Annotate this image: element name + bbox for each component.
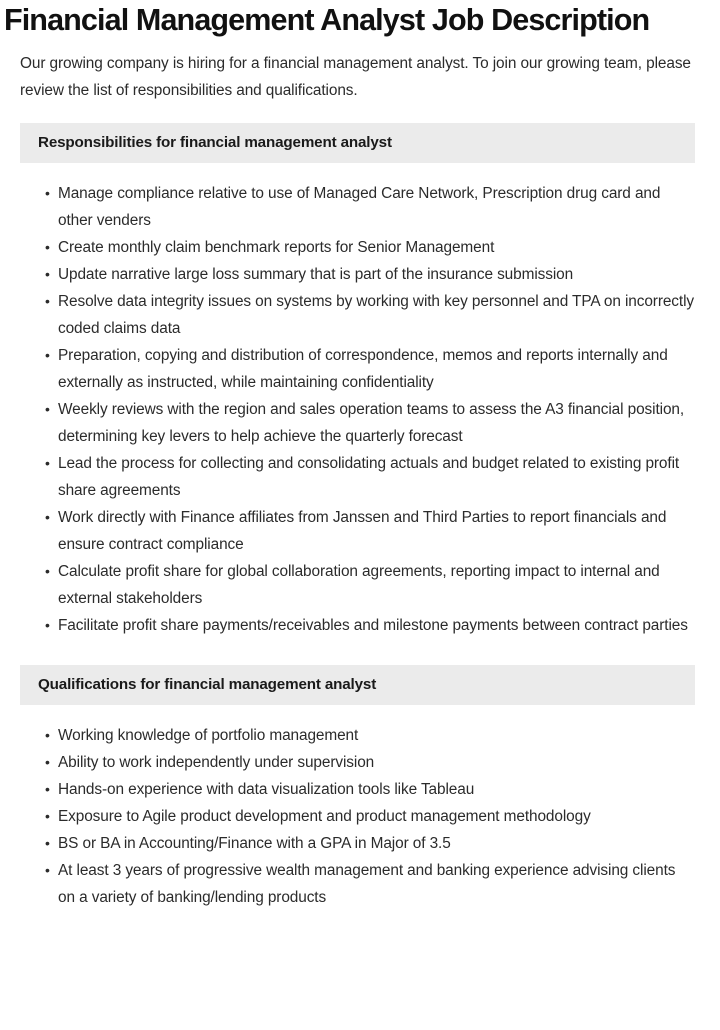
list-item: • Work directly with Finance affiliates from Janssen and Third Parties to report financials and ensure contract compliance xyxy=(45,504,696,558)
list-item: • Working knowledge of portfolio management xyxy=(45,722,696,749)
list-item: • Calculate profit share for global collaboration agreements, reporting impact to internal and external stakeholders xyxy=(45,558,696,612)
list-item: • Resolve data integrity issues on systems by working with key personnel and TPA on incorrectly coded claims data xyxy=(45,288,696,342)
list-item: • At least 3 years of progressive wealth management and banking experience advising clients on a variety of banking/lending products xyxy=(45,857,696,911)
section-title-qualifications: Qualifications for financial management analyst xyxy=(38,676,377,693)
section-header-responsibilities xyxy=(20,123,695,163)
list-item: • Facilitate profit share payments/receivables and milestone payments between contract parties xyxy=(45,612,696,639)
list-item: • Manage compliance relative to use of Managed Care Network, Prescription drug card and other venders xyxy=(45,180,696,234)
section-header-qualifications xyxy=(20,665,695,705)
list-item: • Update narrative large loss summary that is part of the insurance submission xyxy=(45,261,696,288)
list-item: • Weekly reviews with the region and sales operation teams to assess the A3 financial position, determining key levers to help achieve the quarterly forecast xyxy=(45,396,696,450)
page-title: Financial Management Analyst Job Description xyxy=(3,2,650,37)
section-title-responsibilities: Responsibilities for financial management analyst xyxy=(38,134,392,151)
qualifications-list xyxy=(0,705,720,911)
list-item: • Hands-on experience with data visualization tools like Tableau xyxy=(45,776,696,803)
responsibilities-list xyxy=(0,163,720,639)
list-item: • Preparation, copying and distribution of correspondence, memos and reports internally and externally as instructed, while maintaining confidentiality xyxy=(45,342,696,396)
list-item: • Ability to work independently under supervision xyxy=(45,749,696,776)
list-item: • Exposure to Agile product development and product management methodology xyxy=(45,803,696,830)
intro-paragraph: Our growing company is hiring for a financial management analyst. To join our growing team, please review the list of responsibilities and qualifications. xyxy=(20,55,691,99)
list-item: • Create monthly claim benchmark reports for Senior Management xyxy=(45,234,696,261)
list-item: • BS or BA in Accounting/Finance with a GPA in Major of 3.5 xyxy=(45,830,696,857)
list-item: • Lead the process for collecting and consolidating actuals and budget related to existing profit share agreements xyxy=(45,450,696,504)
